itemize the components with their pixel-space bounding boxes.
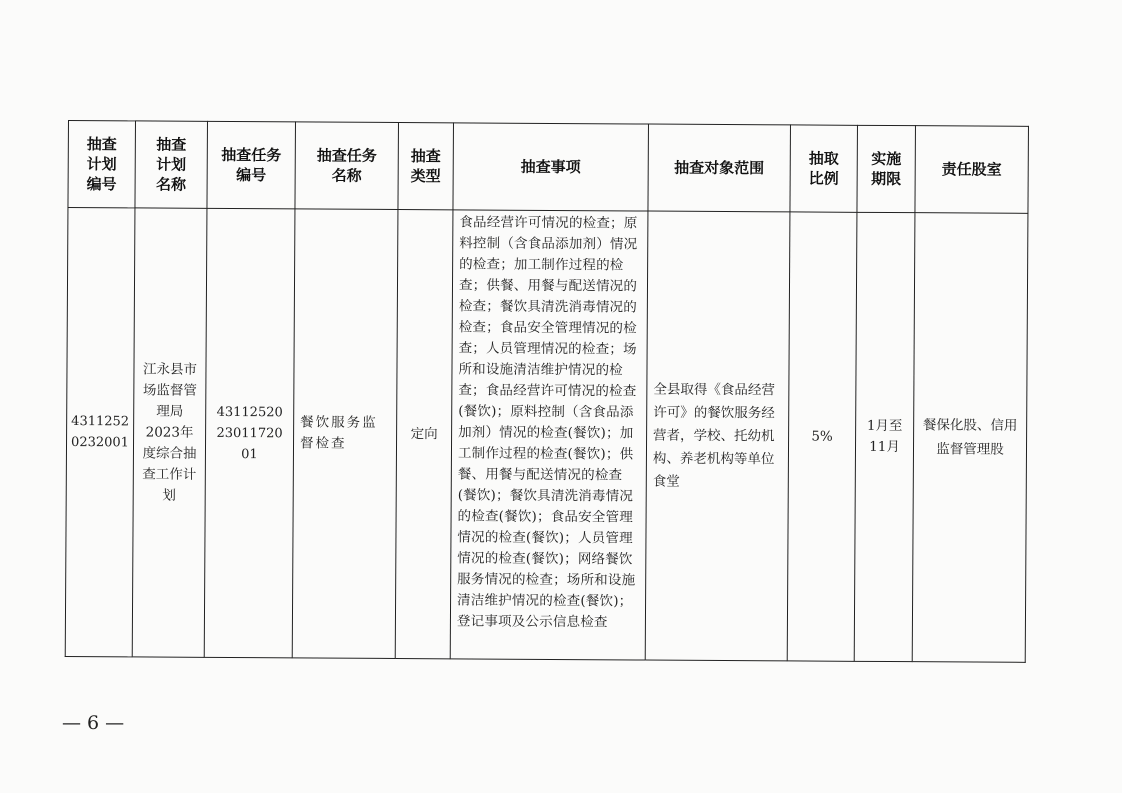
header-scope: 抽查对象范围 xyxy=(648,124,791,212)
cell-scope xyxy=(645,211,790,661)
cell-type xyxy=(395,210,453,659)
plan-no-value: 43112520232001 xyxy=(71,414,130,451)
header-type: 抽查类型 xyxy=(398,123,454,210)
type-value: 定向 xyxy=(410,425,438,442)
cell-plan-name xyxy=(132,208,207,657)
table-row xyxy=(65,208,1028,663)
header-period: 实施期限 xyxy=(857,125,916,212)
cell-plan-no xyxy=(65,208,135,657)
header-plan-no: 抽查计划编号 xyxy=(68,121,136,208)
header-items: 抽查事项 xyxy=(453,123,649,211)
header-dept: 责任股室 xyxy=(915,126,1029,214)
cell-dept xyxy=(912,213,1028,663)
page-number: — 6 — xyxy=(62,712,125,734)
cell-period xyxy=(854,212,915,661)
header-row xyxy=(68,121,1029,214)
header-plan-name: 抽查计划名称 xyxy=(135,121,208,208)
period-value: 1月至11月 xyxy=(866,417,903,456)
cell-ratio xyxy=(787,212,857,661)
cell-items xyxy=(450,210,648,660)
dept-value: 餐保化股、信用监督管理股 xyxy=(922,417,1018,458)
header-task-no: 抽查任务编号 xyxy=(207,121,296,209)
task-name-value: 餐饮服务监督检查 xyxy=(299,414,378,452)
header-task-name: 抽查任务名称 xyxy=(295,122,399,210)
task-no-value: 431125202301172001 xyxy=(216,404,283,462)
ratio-value: 5% xyxy=(811,428,833,445)
plan-name-value: 江永县市场监督管理局2023年度综合抽查工作计划 xyxy=(142,360,198,504)
cell-task-name xyxy=(292,209,398,659)
items-value: 食品经营许可情况的检查；原料控制（含食品添加剂）情况的检查；加工制作过程的检查；供餐、用餐与配送情况的检查；餐饮具清洗消毒情况的检查；食品安全管理情况的检查；人员管理情况的检查；场所和设施清洁维护情况的检查；食品经营许可情况的检查(餐饮)；原料控制（含食品添加剂）情况的检查(餐饮)；加工制作过程的检查(餐饮)；供餐、用餐与配送情况的检查(餐饮)；餐饮具清洗消毒情况的检查(餐饮)；食品安全管理情况的检查(餐饮)；人员管理情况的检查(餐饮)；网络餐饮服务情况的检查；场所和设施清洁维护情况的检查(餐饮)；登记事项及公示信息检查 xyxy=(456,214,638,631)
scope-value: 全县取得《食品经营许可》的餐饮服务经营者，学校、托幼机构、养老机构等单位食堂 xyxy=(652,381,775,490)
cell-task-no xyxy=(204,208,295,658)
inspection-plan-table xyxy=(65,120,1029,663)
header-ratio: 抽取比例 xyxy=(790,125,858,212)
